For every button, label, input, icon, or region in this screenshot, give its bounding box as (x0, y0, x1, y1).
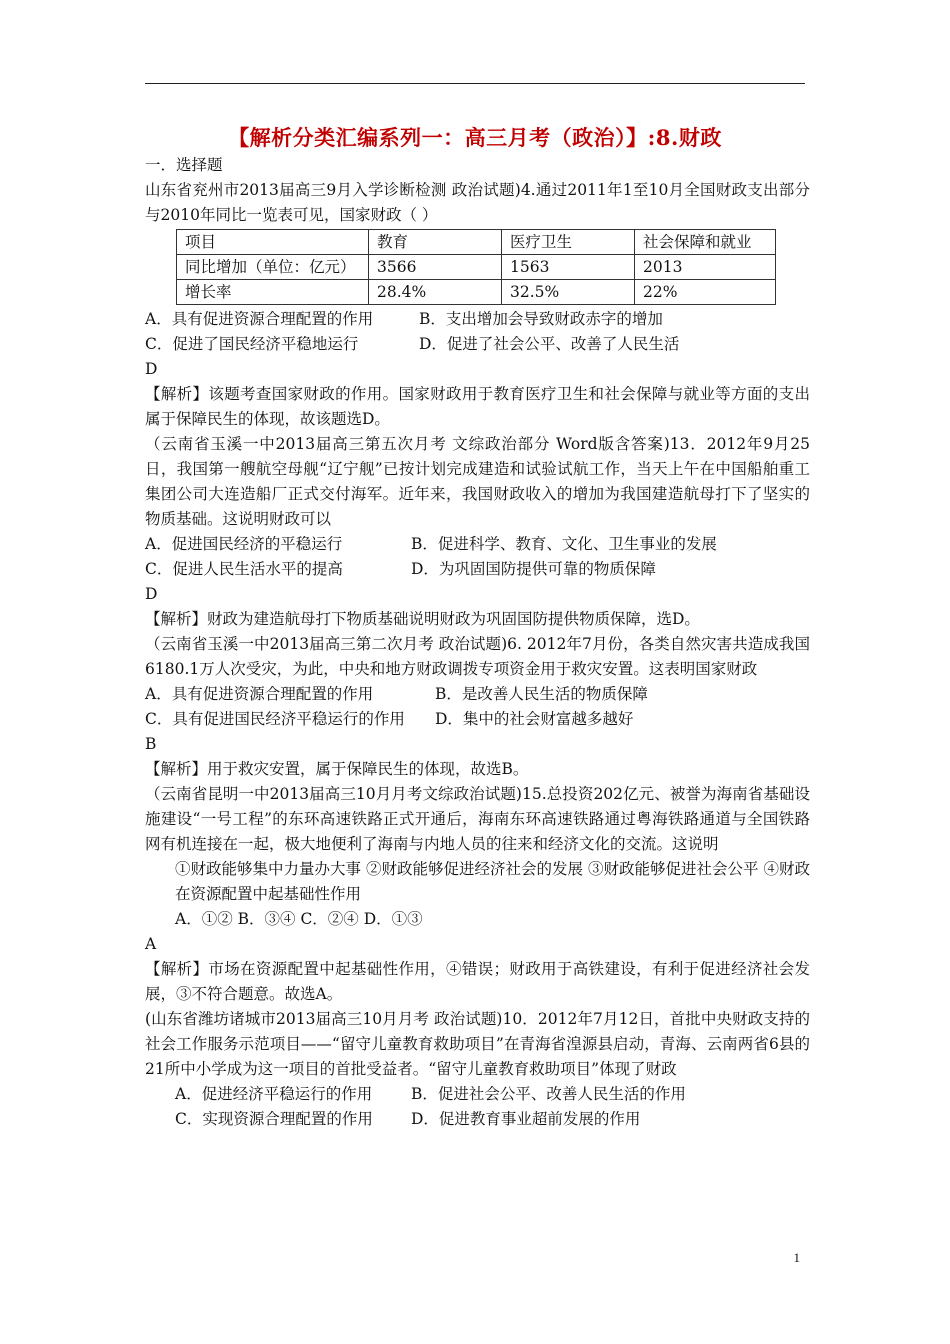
option-c: C．促进人民生活水平的提高 (145, 560, 343, 578)
expenditure-table (176, 229, 776, 305)
analysis: 【解析】该题考查国家财政的作用。国家财政用于教育医疗卫生和社会保障与就业等方面的支出属于保障民生的体现，故该题选D。 (145, 385, 810, 428)
option-b: B．促进科学、教育、文化、卫生事业的发展 (411, 535, 717, 553)
options-row (145, 1107, 810, 1132)
table-cell: 3566 (369, 255, 502, 280)
options-row (145, 307, 810, 332)
option-c: C．具有促进国民经济平稳运行的作用 (145, 710, 405, 728)
options-row: A．①② B．③④ C．②④ D．①③ (175, 910, 423, 928)
options-row (145, 707, 810, 732)
option-d: D．促进了社会公平、改善了人民生活 (419, 335, 680, 353)
table-cell: 项目 (177, 230, 369, 255)
table-cell: 同比增加（单位：亿元） (177, 255, 369, 280)
options-row (145, 557, 810, 582)
option-d: D．促进教育事业超前发展的作用 (411, 1110, 641, 1128)
header-rule (145, 83, 805, 84)
option-b: B．支出增加会导致财政赤字的增加 (419, 310, 663, 328)
page-number: 1 (793, 1250, 800, 1265)
document-title: 【解析分类汇编系列一：高三月考（政治）】:8.财政 (228, 125, 722, 150)
answer: D (145, 585, 158, 603)
section-heading: 一．选择题 (145, 156, 223, 174)
table-row (177, 280, 776, 305)
options-row (145, 1082, 810, 1107)
question-3-stem: （云南省玉溪一中2013届高三第二次月考 政治试题)6. 2012年7月份，各类自然灾害共造成我国6180.1万人次受灾，为此，中央和地方财政调拨专项资金用于救灾安置。这表明国家财政 (145, 635, 810, 678)
analysis: 【解析】用于救灾安置，属于保障民生的体现，故选B。 (145, 760, 529, 778)
option-a: A．具有促进资源合理配置的作用 (145, 310, 374, 328)
table-cell: 2013 (635, 255, 776, 280)
table-cell: 22% (635, 280, 776, 305)
table-cell: 教育 (369, 230, 502, 255)
table-cell: 32.5% (502, 280, 635, 305)
option-d: D．为巩固国防提供可靠的物质保障 (411, 560, 656, 578)
analysis: 【解析】市场在资源配置中起基础性作用，④错误；财政用于高铁建设，有利于促进经济社会发展，③不符合题意。故选A。 (145, 960, 810, 1003)
option-c: C．实现资源合理配置的作用 (175, 1110, 373, 1128)
table-cell: 28.4% (369, 280, 502, 305)
question-5-stem: (山东省潍坊诸城市2013届高三10月月考 政治试题)10．2012年7月12日，首批中央财政支持的社会工作服务示范项目——“留守儿童教育救助项目”在青海省湟源县启动，青海、云南两省6县的21所中小学成为这一项目的首批受益者。“留守儿童教育救助项目”体现了财政 (145, 1010, 810, 1078)
option-a: A．促进经济平稳运行的作用 (175, 1085, 373, 1103)
table-cell: 医疗卫生 (502, 230, 635, 255)
question-1-stem: 山东省兖州市2013届高三9月入学诊断检测 政治试题)4.通过2011年1至10月全国财政支出部分与2010年同比一览表可见，国家财政（ ） (145, 181, 810, 224)
options-row (145, 332, 810, 357)
option-a: A．促进国民经济的平稳运行 (145, 535, 343, 553)
answer: D (145, 360, 158, 378)
analysis: 【解析】财政为建造航母打下物质基础说明财政为巩固国防提供物质保障，选D。 (145, 610, 700, 628)
answer: A (145, 935, 157, 953)
table-cell: 增长率 (177, 280, 369, 305)
table-cell: 社会保障和就业 (635, 230, 776, 255)
statements: ①财政能够集中力量办大事 ②财政能够促进经济社会的发展 ③财政能够促进社会公平 ④财政在资源配置中起基础性作用 (175, 860, 810, 903)
option-a: A．具有促进资源合理配置的作用 (145, 685, 374, 703)
table-row (177, 255, 776, 280)
option-b: B．促进社会公平、改善人民生活的作用 (411, 1085, 686, 1103)
options-row (145, 532, 810, 557)
question-2-stem: （云南省玉溪一中2013届高三第五次月考 文综政治部分 Word版含答案)13．2012年9月25日，我国第一艘航空母舰“辽宁舰”已按计划完成建造和试验试航工作，当天上午在中国船舶重工集团公司大连造船厂正式交付海军。近年来，我国财政收入的增加为我国建造航母打下了坚实的物质基础。这说明财政可以 (145, 435, 810, 528)
question-4-stem: （云南省昆明一中2013届高三10月月考文综政治试题)15.总投资202亿元、被誉为海南省基础设施建设“一号工程”的东环高速铁路正式开通后，海南东环高速铁路通过粤海铁路通道与全国铁路网有机连接在一起，极大地便利了海南与内地人员的往来和经济文化的交流。这说明 (145, 785, 810, 853)
answer: B (145, 735, 157, 753)
option-c: C．促进了国民经济平稳地运行 (145, 335, 359, 353)
table-header-row (177, 230, 776, 255)
document-body (145, 153, 810, 1132)
options-row (145, 682, 810, 707)
table-cell: 1563 (502, 255, 635, 280)
option-b: B．是改善人民生活的物质保障 (435, 685, 648, 703)
option-d: D．集中的社会财富越多越好 (435, 710, 634, 728)
